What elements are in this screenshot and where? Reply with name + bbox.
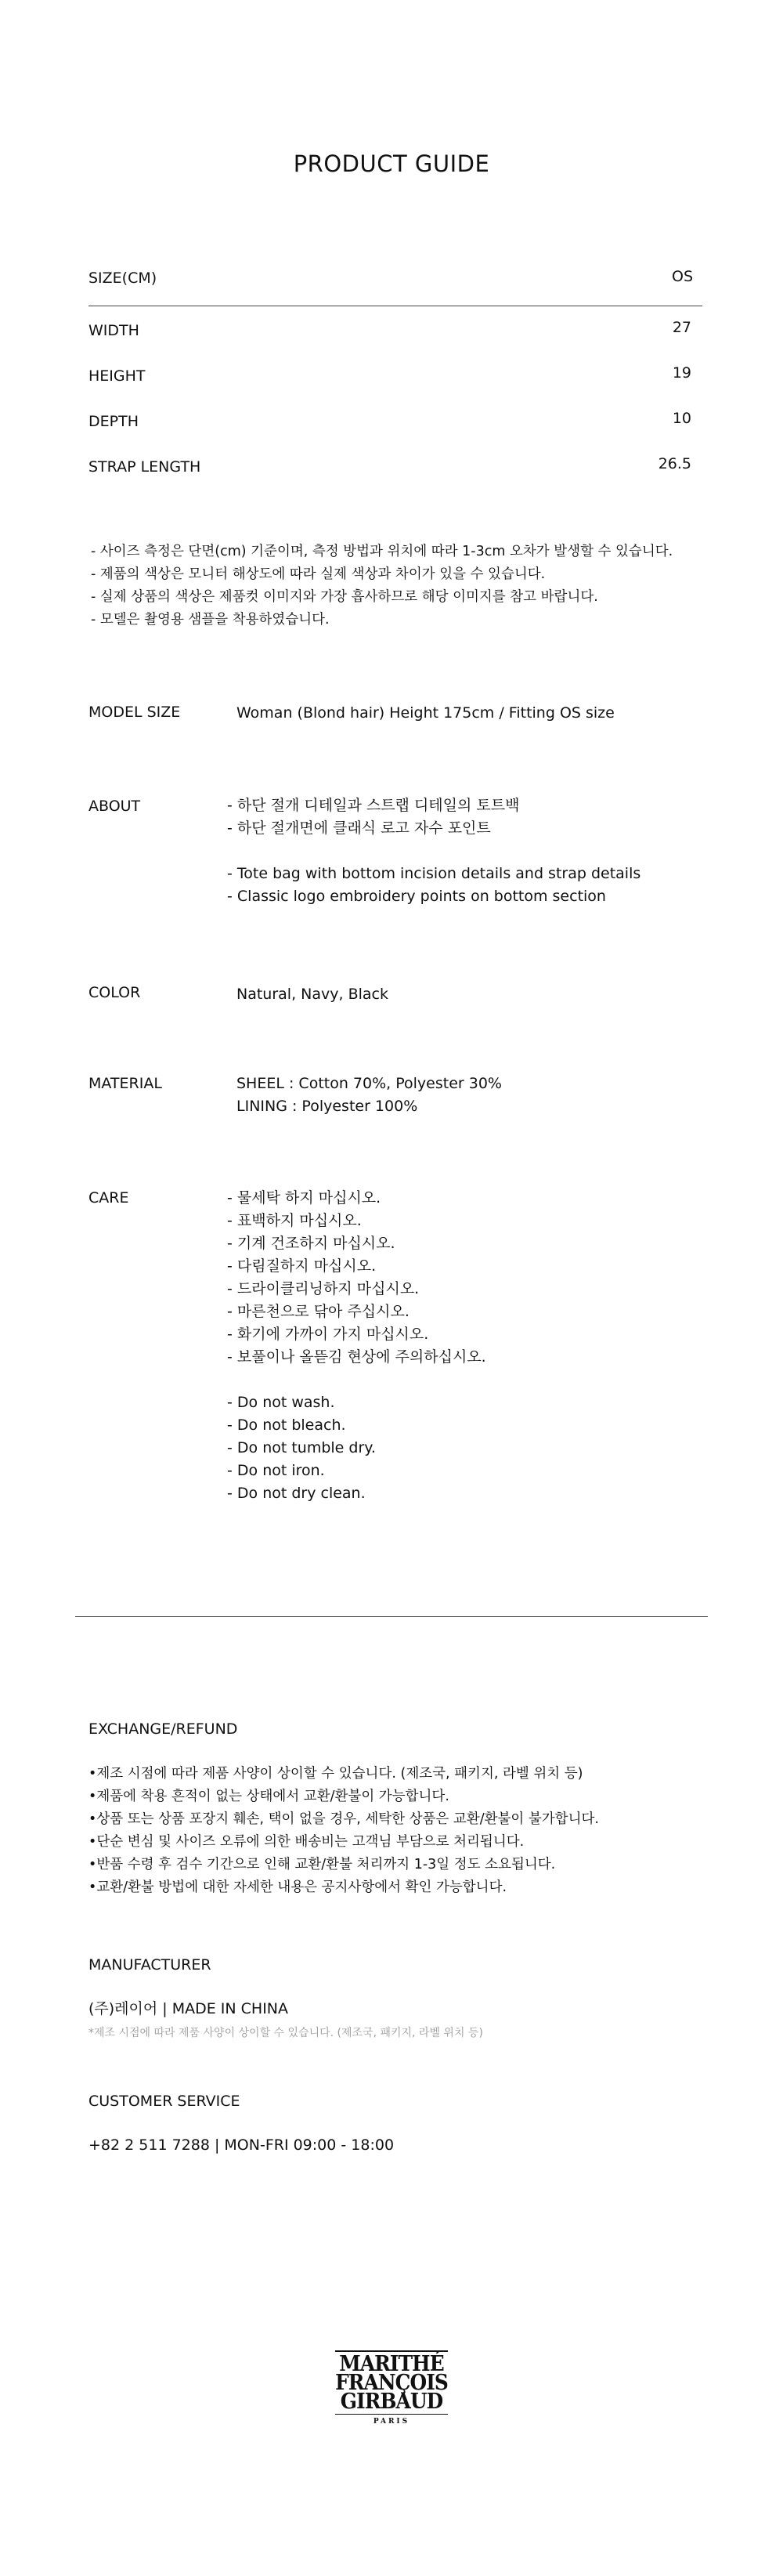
model-size-value: Woman (Blond hair) Height 175cm / Fitting OS size — [236, 704, 615, 722]
table-row — [88, 443, 702, 488]
exchange-line: •제품에 착용 흔적이 없는 상태에서 교환/환불이 가능합니다. — [88, 1789, 449, 1804]
exchange-line: •반품 수령 후 검수 기간으로 인해 교환/환불 처리까지 1-3일 정도 소요됩니다. — [88, 1857, 556, 1872]
about-line — [227, 840, 640, 863]
table-row — [88, 397, 702, 443]
exchange-line: •단순 변심 및 사이즈 오류에 의한 배송비는 고객님 부담으로 처리됩니다. — [88, 1834, 525, 1850]
care-line: - Do not wash. — [227, 1394, 335, 1411]
care-line: - Do not dry clean. — [227, 1485, 366, 1502]
section-divider — [75, 1616, 708, 1617]
care-label: CARE — [88, 1189, 129, 1207]
size-row-label: HEIGHT — [88, 367, 146, 385]
about-line: - Tote bag with bottom incision details and strap details — [227, 865, 641, 882]
care-line: - Do not bleach. — [227, 1416, 346, 1434]
care-line: - 표백하지 마십시오. — [227, 1212, 362, 1229]
material-body — [236, 1073, 502, 1118]
care-line: - 마른천으로 닦아 주십시오. — [227, 1303, 410, 1320]
care-line — [227, 1369, 486, 1391]
size-row-value: 27 — [672, 319, 691, 336]
note-line: - 실제 상품의 색상은 제품컷 이미지와 가장 흡사하므로 해당 이미지를 참고 바랍니다. — [91, 589, 598, 605]
exchange-line: •상품 또는 상품 포장지 훼손, 택이 없을 경우, 세탁한 상품은 교환/환불이 불가합니다. — [88, 1811, 599, 1827]
care-line: - 물세탁 하지 마십시오. — [227, 1189, 381, 1207]
manufacturer-label: MANUFACTURER — [88, 1956, 211, 1974]
logo-line: GIRBAUD — [340, 2390, 443, 2414]
size-row-value: 26.5 — [658, 455, 691, 472]
customer-service-value: +82 2 511 7288 | MON-FRI 09:00 - 18:00 — [88, 2136, 395, 2154]
size-row-value: 19 — [672, 364, 691, 382]
care-line: - 다림질하지 마십시오. — [227, 1257, 377, 1275]
care-line: - 드라이클리닝하지 마십시오. — [227, 1280, 420, 1297]
logo-line: MARITHÉ — [339, 2352, 444, 2376]
logo-wordmark — [329, 2352, 454, 2414]
about-label: ABOUT — [88, 798, 141, 815]
size-table — [88, 270, 702, 488]
customer-service-label: CUSTOMER SERVICE — [88, 2093, 240, 2110]
care-line: - 기계 건조하지 마십시오. — [227, 1235, 395, 1252]
table-row — [88, 352, 702, 397]
note-line: - 사이즈 측정은 단면(cm) 기준이며, 측정 방법과 위치에 따라 1-3cm 오차가 발생할 수 있습니다. — [91, 544, 673, 559]
manufacturer-note: *제조 시점에 따라 제품 사양이 상이할 수 있습니다. (제조국, 패키지, 라벨 위치 등) — [88, 2027, 483, 2039]
about-line: - Classic logo embroidery points on bottom section — [227, 888, 606, 905]
exchange-body — [88, 1763, 599, 1899]
care-line: - 보풀이나 올뜯김 현상에 주의하십시오. — [227, 1348, 486, 1366]
note-line: - 제품의 색상은 모니터 해상도에 따라 실제 색상과 차이가 있을 수 있습니다. — [91, 566, 546, 582]
color-value: Natural, Navy, Black — [236, 986, 388, 1003]
note-line: - 모델은 촬영용 샘플을 착용하였습니다. — [91, 612, 330, 628]
size-header-label: SIZE(CM) — [88, 270, 157, 287]
care-body — [227, 1187, 486, 1505]
material-label: MATERIAL — [88, 1075, 162, 1092]
size-notes — [91, 541, 673, 631]
size-row-label: STRAP LENGTH — [88, 458, 201, 476]
model-size-label: MODEL SIZE — [88, 704, 181, 721]
exchange-line: •제조 시점에 따라 제품 사양이 상이할 수 있습니다. (제조국, 패키지, 라벨 위치 등) — [88, 1766, 583, 1782]
size-row-label: DEPTH — [88, 413, 139, 430]
material-line: SHEEL : Cotton 70%, Polyester 30% — [236, 1075, 502, 1092]
logo-sub: PARIS — [373, 2418, 410, 2426]
table-row — [88, 306, 702, 352]
page-title: PRODUCT GUIDE — [293, 150, 490, 177]
exchange-line: •교환/환불 방법에 대한 자세한 내용은 공지사항에서 확인 가능합니다. — [88, 1880, 507, 1895]
care-line: - Do not iron. — [227, 1462, 325, 1479]
about-body — [227, 794, 640, 908]
about-line: - 하단 절개면에 클래식 로고 자수 포인트 — [227, 819, 491, 837]
exchange-label: EXCHANGE/REFUND — [88, 1720, 238, 1738]
size-row-label: WIDTH — [88, 322, 139, 339]
care-line: - Do not tumble dry. — [227, 1439, 376, 1456]
about-line: - 하단 절개 디테일과 스트랩 디테일의 토트백 — [227, 797, 520, 814]
manufacturer-value: (주)레이어 | MADE IN CHINA — [88, 2000, 289, 2017]
size-row-value: 10 — [672, 410, 691, 427]
size-header-value: OS — [671, 268, 693, 285]
brand-logo — [329, 2350, 454, 2426]
color-label: COLOR — [88, 984, 141, 1001]
material-line: LINING : Polyester 100% — [236, 1098, 418, 1115]
care-line: - 화기에 가까이 가지 마십시오. — [227, 1326, 429, 1343]
size-table-header — [88, 270, 702, 306]
logo-line: FRANÇOIS — [335, 2371, 448, 2395]
